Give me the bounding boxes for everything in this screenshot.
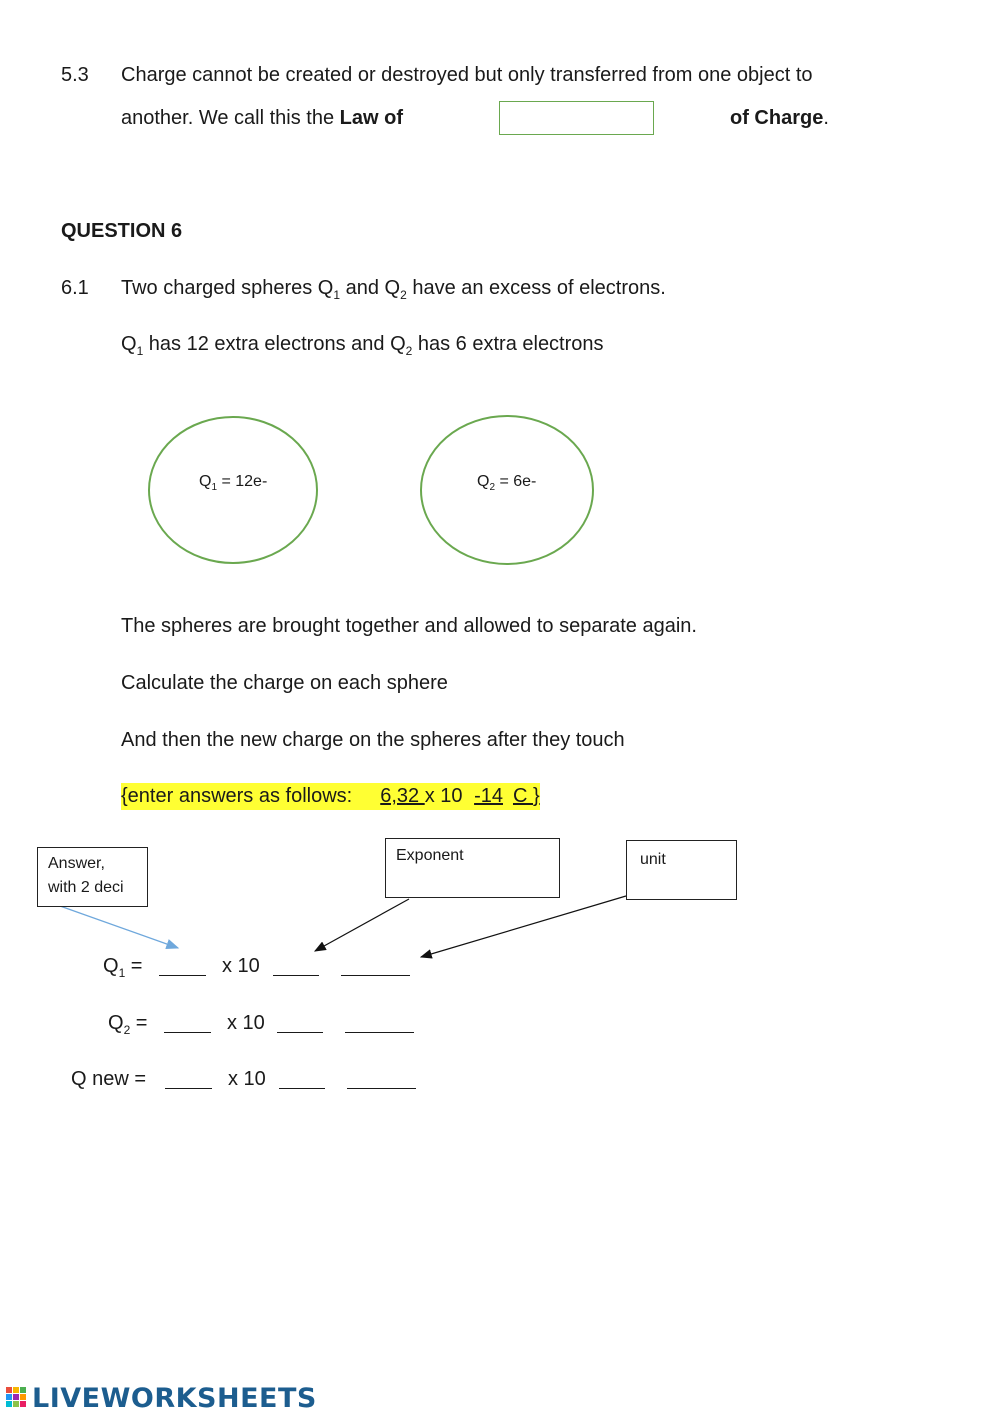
exponent-label-box	[385, 838, 560, 898]
sphere-q1-label	[199, 473, 267, 493]
exponent-label: Exponent	[396, 847, 464, 864]
answer-label-line1: Answer,	[48, 855, 105, 872]
sphere-q2-label	[477, 473, 536, 493]
unit-label-box	[626, 840, 737, 900]
q2-exponent-blank[interactable]	[277, 1014, 323, 1033]
brought-together-text: The spheres are brought together and allowed to separate again.	[121, 615, 697, 637]
answer-label-line2: with 2 deci	[48, 879, 124, 896]
intro-sub-1: 1	[333, 288, 341, 302]
exponent-arrow	[315, 899, 409, 951]
sphere-q1-q: Q	[199, 473, 212, 490]
calculate-text: Calculate the charge on each sphere	[121, 672, 448, 694]
row-q1-times: x 10	[222, 955, 260, 977]
row-q1	[103, 954, 143, 985]
intro-text-b: and Q	[340, 277, 401, 299]
row-q2-name: Q	[108, 1012, 124, 1034]
question-5-3-number: 5.3	[61, 64, 89, 86]
liveworksheets-logo	[6, 1383, 317, 1414]
row-q2-times: x 10	[227, 1012, 265, 1034]
q1-unit-blank[interactable]	[341, 957, 410, 976]
unit-arrow	[421, 896, 626, 957]
question-5-3-line1: Charge cannot be created or destroyed but only transferred from one object to	[121, 64, 813, 86]
row-qnew-eq: =	[128, 1068, 147, 1090]
qnew-unit-blank[interactable]	[347, 1070, 416, 1089]
format-hint-times: x 10	[424, 785, 469, 807]
sphere-q2-sub: 2	[489, 482, 496, 494]
sphere-q1-sub: 1	[211, 482, 218, 494]
sphere-q1-value: = 12e-	[217, 473, 268, 490]
row-q2-eq: =	[130, 1012, 148, 1034]
row-q2-sub: 2	[123, 1023, 131, 1037]
q2-unit-blank[interactable]	[345, 1014, 414, 1033]
row-qnew-times: x 10	[228, 1068, 266, 1090]
logo-blocks-icon	[6, 1387, 32, 1411]
format-hint-prefix: {enter answers as follows:	[121, 785, 353, 807]
sphere-q2-q: Q	[477, 473, 490, 490]
extra-text-b: has 12 extra electrons and Q	[143, 333, 406, 355]
law-of-text: Law of	[339, 107, 403, 129]
sphere-q2-value: = 6e-	[495, 473, 537, 490]
q1-exponent-blank[interactable]	[273, 957, 319, 976]
intro-sub-2: 2	[400, 288, 407, 302]
question-5-3-line2-prefix: another. We call this the	[121, 107, 340, 129]
extra-sub-1: 1	[136, 344, 144, 358]
answer-label-box	[37, 847, 148, 907]
qnew-mantissa-blank[interactable]	[165, 1070, 212, 1089]
row-q1-sub: 1	[118, 966, 126, 980]
row-qnew-name: Q new	[71, 1068, 129, 1090]
extra-sub-2: 2	[405, 344, 413, 358]
unit-label: unit	[640, 851, 666, 868]
question-6-1-number: 6.1	[61, 277, 89, 299]
intro-text-a: Two charged spheres Q	[121, 277, 334, 299]
intro-text-c: have an excess of electrons.	[406, 277, 666, 299]
extra-text-a: Q	[121, 333, 137, 355]
question-6-heading: QUESTION 6	[61, 220, 183, 242]
row-q2	[108, 1011, 148, 1042]
format-hint-exponent: -14	[474, 785, 503, 807]
qnew-exponent-blank[interactable]	[279, 1070, 325, 1089]
format-hint-unit: C }	[512, 785, 540, 807]
new-charge-text: And then the new charge on the spheres after they touch	[121, 729, 625, 751]
of-charge-period: .	[823, 107, 829, 129]
format-hint	[121, 783, 540, 810]
extra-text-c: has 6 extra electrons	[412, 333, 604, 355]
row-qnew	[71, 1067, 146, 1091]
logo-text: LIVEWORKSHEETS	[32, 1383, 317, 1414]
row-q1-name: Q	[103, 955, 119, 977]
q2-mantissa-blank[interactable]	[164, 1014, 211, 1033]
format-hint-mantissa: 6,32	[380, 785, 425, 807]
q1-mantissa-blank[interactable]	[159, 957, 206, 976]
answer-arrow	[60, 906, 178, 948]
of-charge-bold: of Charge	[730, 107, 824, 129]
row-q1-eq: =	[125, 955, 143, 977]
